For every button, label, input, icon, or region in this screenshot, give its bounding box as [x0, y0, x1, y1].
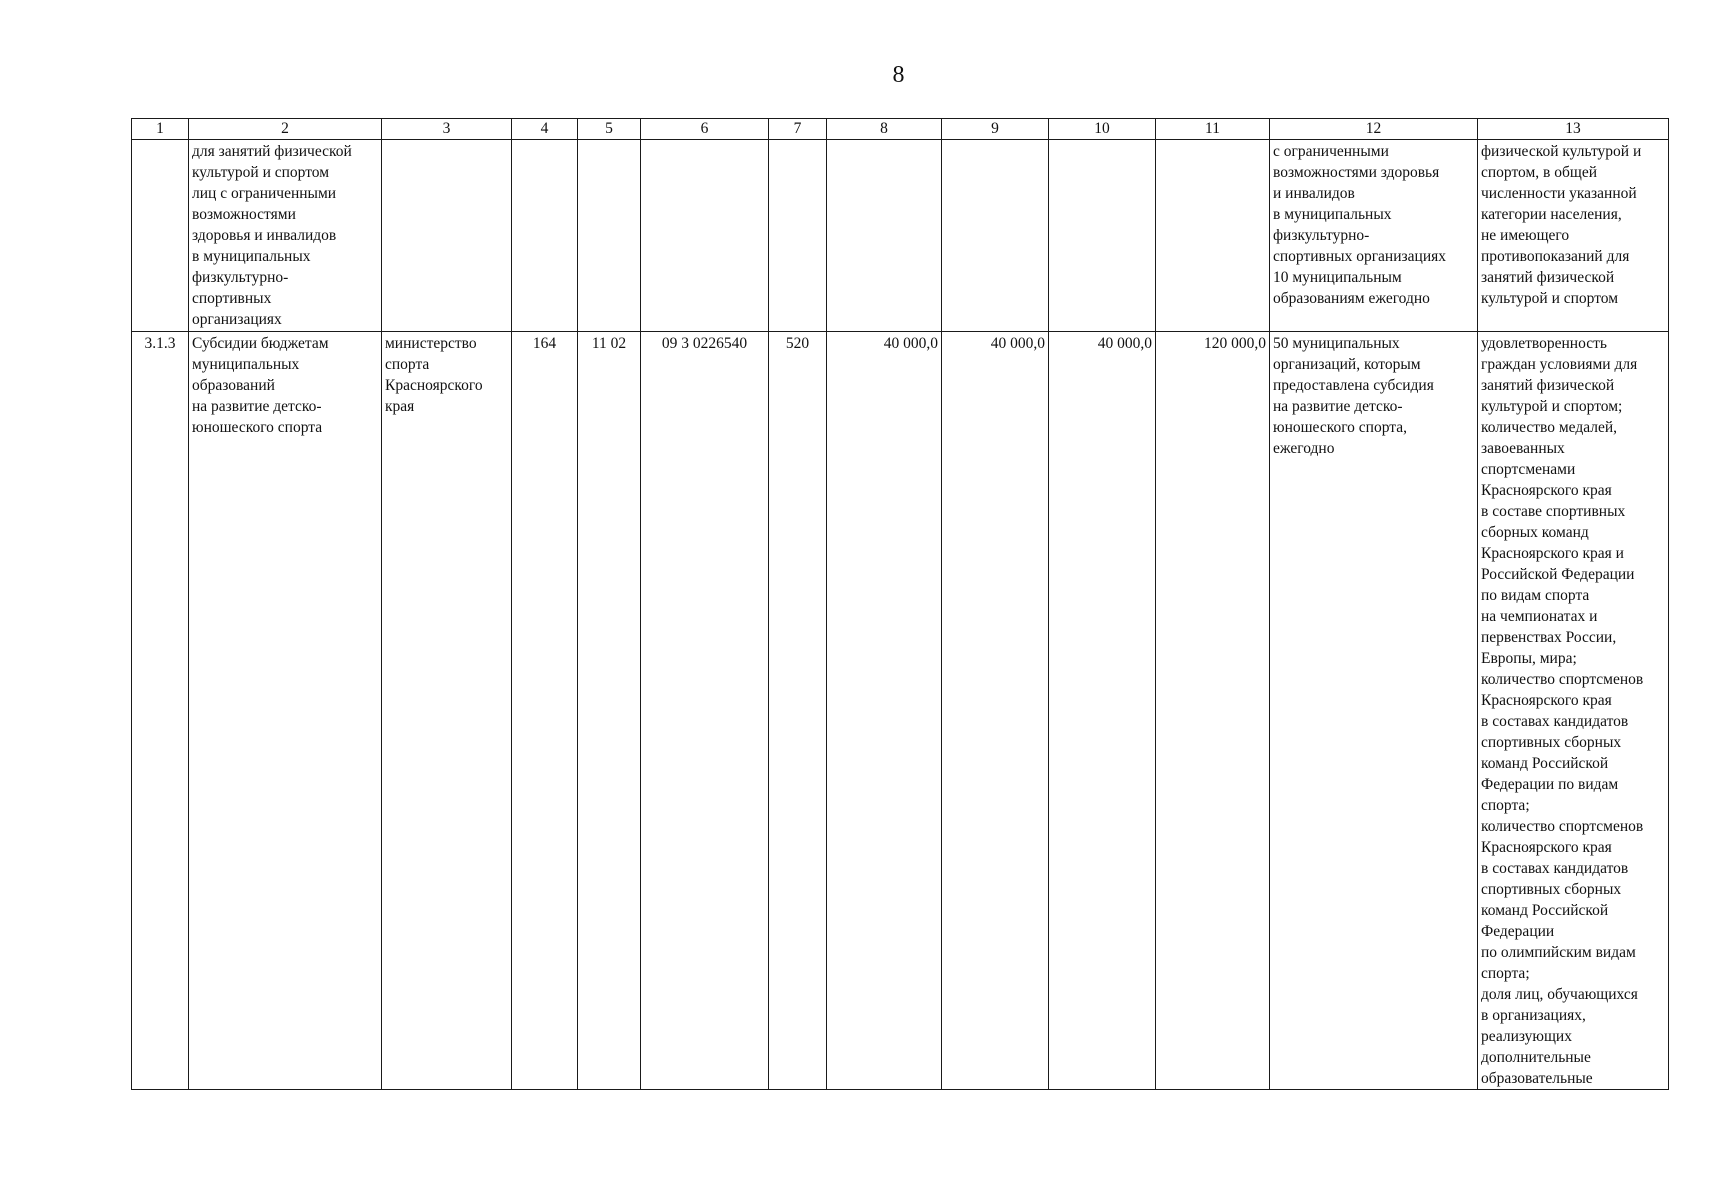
cell-year-3	[1049, 140, 1156, 332]
cell-section: 11 02	[578, 332, 641, 1090]
cell-year-2	[942, 140, 1049, 332]
cell-expense-type: 520	[769, 332, 827, 1090]
column-header: 4	[512, 119, 578, 140]
cell-year-2: 40 000,0	[942, 332, 1049, 1090]
column-header: 5	[578, 119, 641, 140]
cell-item-number	[132, 140, 189, 332]
column-header: 1	[132, 119, 189, 140]
column-header: 2	[189, 119, 382, 140]
cell-grbs: 164	[512, 332, 578, 1090]
cell-indicator: удовлетворенность граждан условиями для занятий физической культурой и спортом; количество медалей, завоеванных спортсменами Красноярского края в составе спортивных сборных команд Красноярского края и Российской Федерации по видам спорта на чемпионатах и первенствах России, Европы, мира; количество спортсменов Красноярского края в составах кандидатов спортивных сборных команд Российской Федерации по видам спорта; количество спортсменов Красноярского края в составах кандидатов спортивных сборных команд Российской Федерации по олимпийским видам спорта; доля лиц, обучающихся в организациях, реализующих дополнительные образовательные	[1478, 332, 1669, 1090]
cell-grbs	[512, 140, 578, 332]
cell-year-1: 40 000,0	[827, 332, 942, 1090]
cell-target-item: 09 3 0226540	[641, 332, 769, 1090]
column-header: 7	[769, 119, 827, 140]
cell-expected-result: 50 муниципальных организаций, которым предоставлена субсидия на развитие детско- юношеского спорта, ежегодно	[1270, 332, 1478, 1090]
program-activities-table	[131, 118, 1669, 1090]
table-row-3-1-3	[132, 332, 1669, 1090]
cell-activity-name: для занятий физической культурой и спортом лиц с ограниченными возможностями здоровья и инвалидов в муниципальных физкультурно- спортивных организациях	[189, 140, 382, 332]
cell-year-1	[827, 140, 942, 332]
cell-expense-type	[769, 140, 827, 332]
column-header: 3	[382, 119, 512, 140]
cell-responsible: министерство спорта Красноярского края	[382, 332, 512, 1090]
cell-total	[1156, 140, 1270, 332]
column-header: 9	[942, 119, 1049, 140]
page-number: 8	[892, 62, 905, 88]
column-header: 12	[1270, 119, 1478, 140]
column-header: 8	[827, 119, 942, 140]
column-number-row	[132, 119, 1669, 140]
cell-year-3: 40 000,0	[1049, 332, 1156, 1090]
column-header: 6	[641, 119, 769, 140]
column-header: 11	[1156, 119, 1270, 140]
cell-expected-result: с ограниченными возможностями здоровья и инвалидов в муниципальных физкультурно- спортивных организациях 10 муниципальным образованиям ежегодно	[1270, 140, 1478, 332]
cell-target-item	[641, 140, 769, 332]
cell-responsible	[382, 140, 512, 332]
cell-item-number: 3.1.3	[132, 332, 189, 1090]
column-header: 10	[1049, 119, 1156, 140]
cell-total: 120 000,0	[1156, 332, 1270, 1090]
table-row-continuation	[132, 140, 1669, 332]
cell-activity-name: Субсидии бюджетам муниципальных образований на развитие детско- юношеского спорта	[189, 332, 382, 1090]
cell-section	[578, 140, 641, 332]
column-header: 13	[1478, 119, 1669, 140]
cell-indicator: физической культурой и спортом, в общей численности указанной категории населения, не имеющего противопоказаний для занятий физической культурой и спортом	[1478, 140, 1669, 332]
